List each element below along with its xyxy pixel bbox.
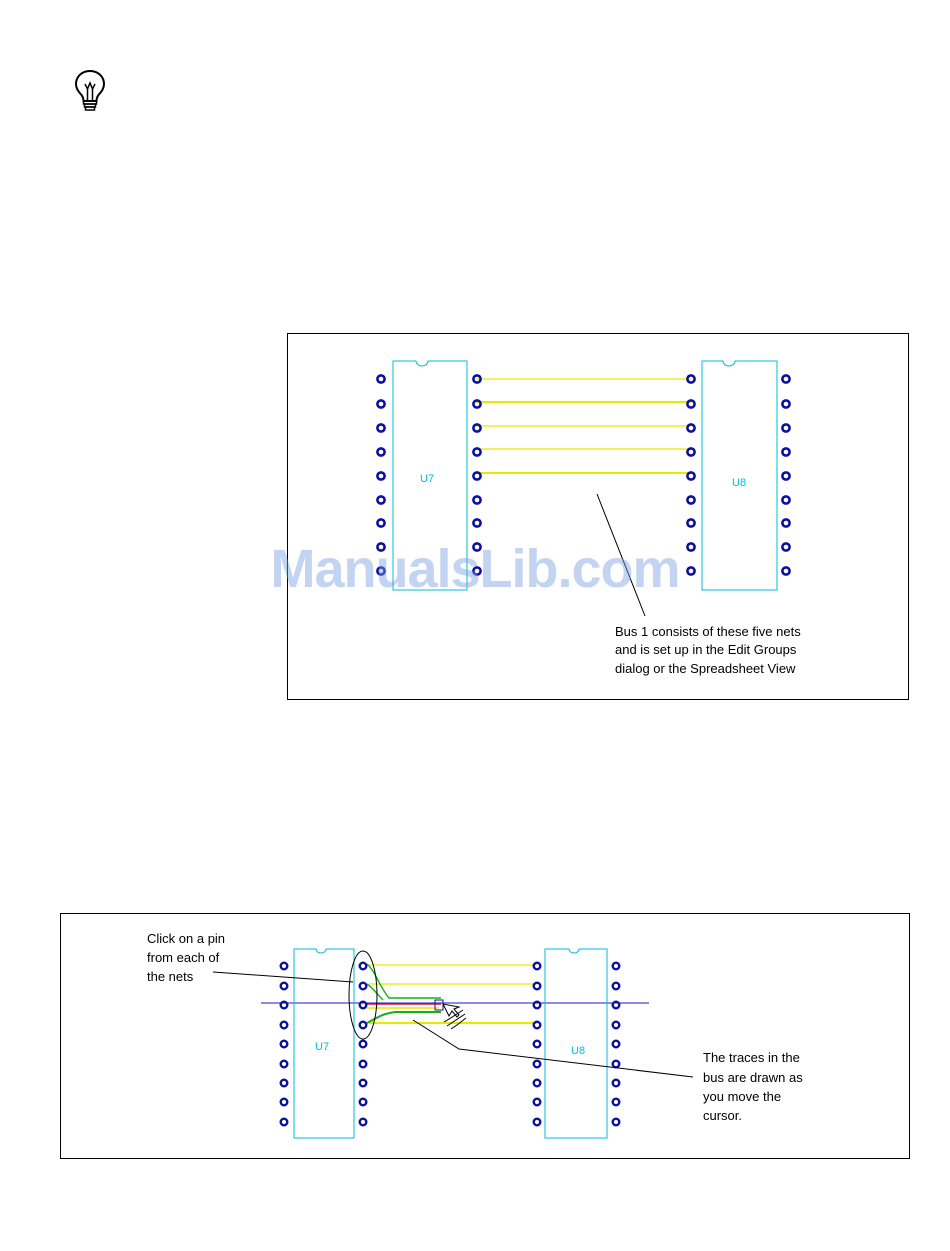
left-leader-line (213, 972, 353, 982)
traces-caption-line-2: bus are drawn as (703, 1070, 803, 1085)
click-caption-line-2: from each of (147, 950, 220, 965)
bus-traces (476, 379, 691, 473)
ic-pads (281, 963, 620, 1126)
routing-traces (367, 964, 443, 1023)
traces-caption-line-4: cursor. (703, 1108, 743, 1123)
bus-caption-line-3: dialog or the Spreadsheet View (615, 661, 796, 676)
bus-routing-diagram (61, 914, 909, 1158)
bus-definition-diagram (288, 334, 908, 699)
right-leader-line (413, 1020, 693, 1077)
click-caption-line-1: Click on a pin (147, 931, 226, 946)
bus-traces (369, 965, 537, 1023)
bus-caption-line-1: Bus 1 consists of these five nets (615, 624, 801, 639)
bus-definition-figure (287, 333, 909, 700)
watermark: ManualsLib.com (270, 539, 680, 599)
pin-selection-ellipse (349, 951, 377, 1039)
ic-u8-label: U8 (732, 477, 747, 489)
bus-routing-figure (60, 913, 910, 1159)
ic-u7-label: U7 (315, 1041, 330, 1053)
traces-caption-line-3: you move the (703, 1089, 782, 1104)
ic-u7 (294, 949, 354, 1138)
caption-leader-line (597, 494, 645, 616)
traces-caption-line-1: The traces in the (703, 1050, 800, 1065)
cursor-icon (443, 1004, 466, 1029)
ic-u8 (702, 361, 777, 590)
ic-u8 (545, 949, 607, 1138)
ic-u8-label: U8 (571, 1045, 586, 1057)
ic-u7 (393, 361, 467, 590)
click-caption-line-3: the nets (147, 969, 194, 984)
ic-pads (377, 375, 789, 574)
bus-caption-line-2: and is set up in the Edit Groups (615, 642, 797, 657)
lightbulb-icon (72, 68, 108, 112)
ic-u7-label: U7 (420, 473, 435, 485)
